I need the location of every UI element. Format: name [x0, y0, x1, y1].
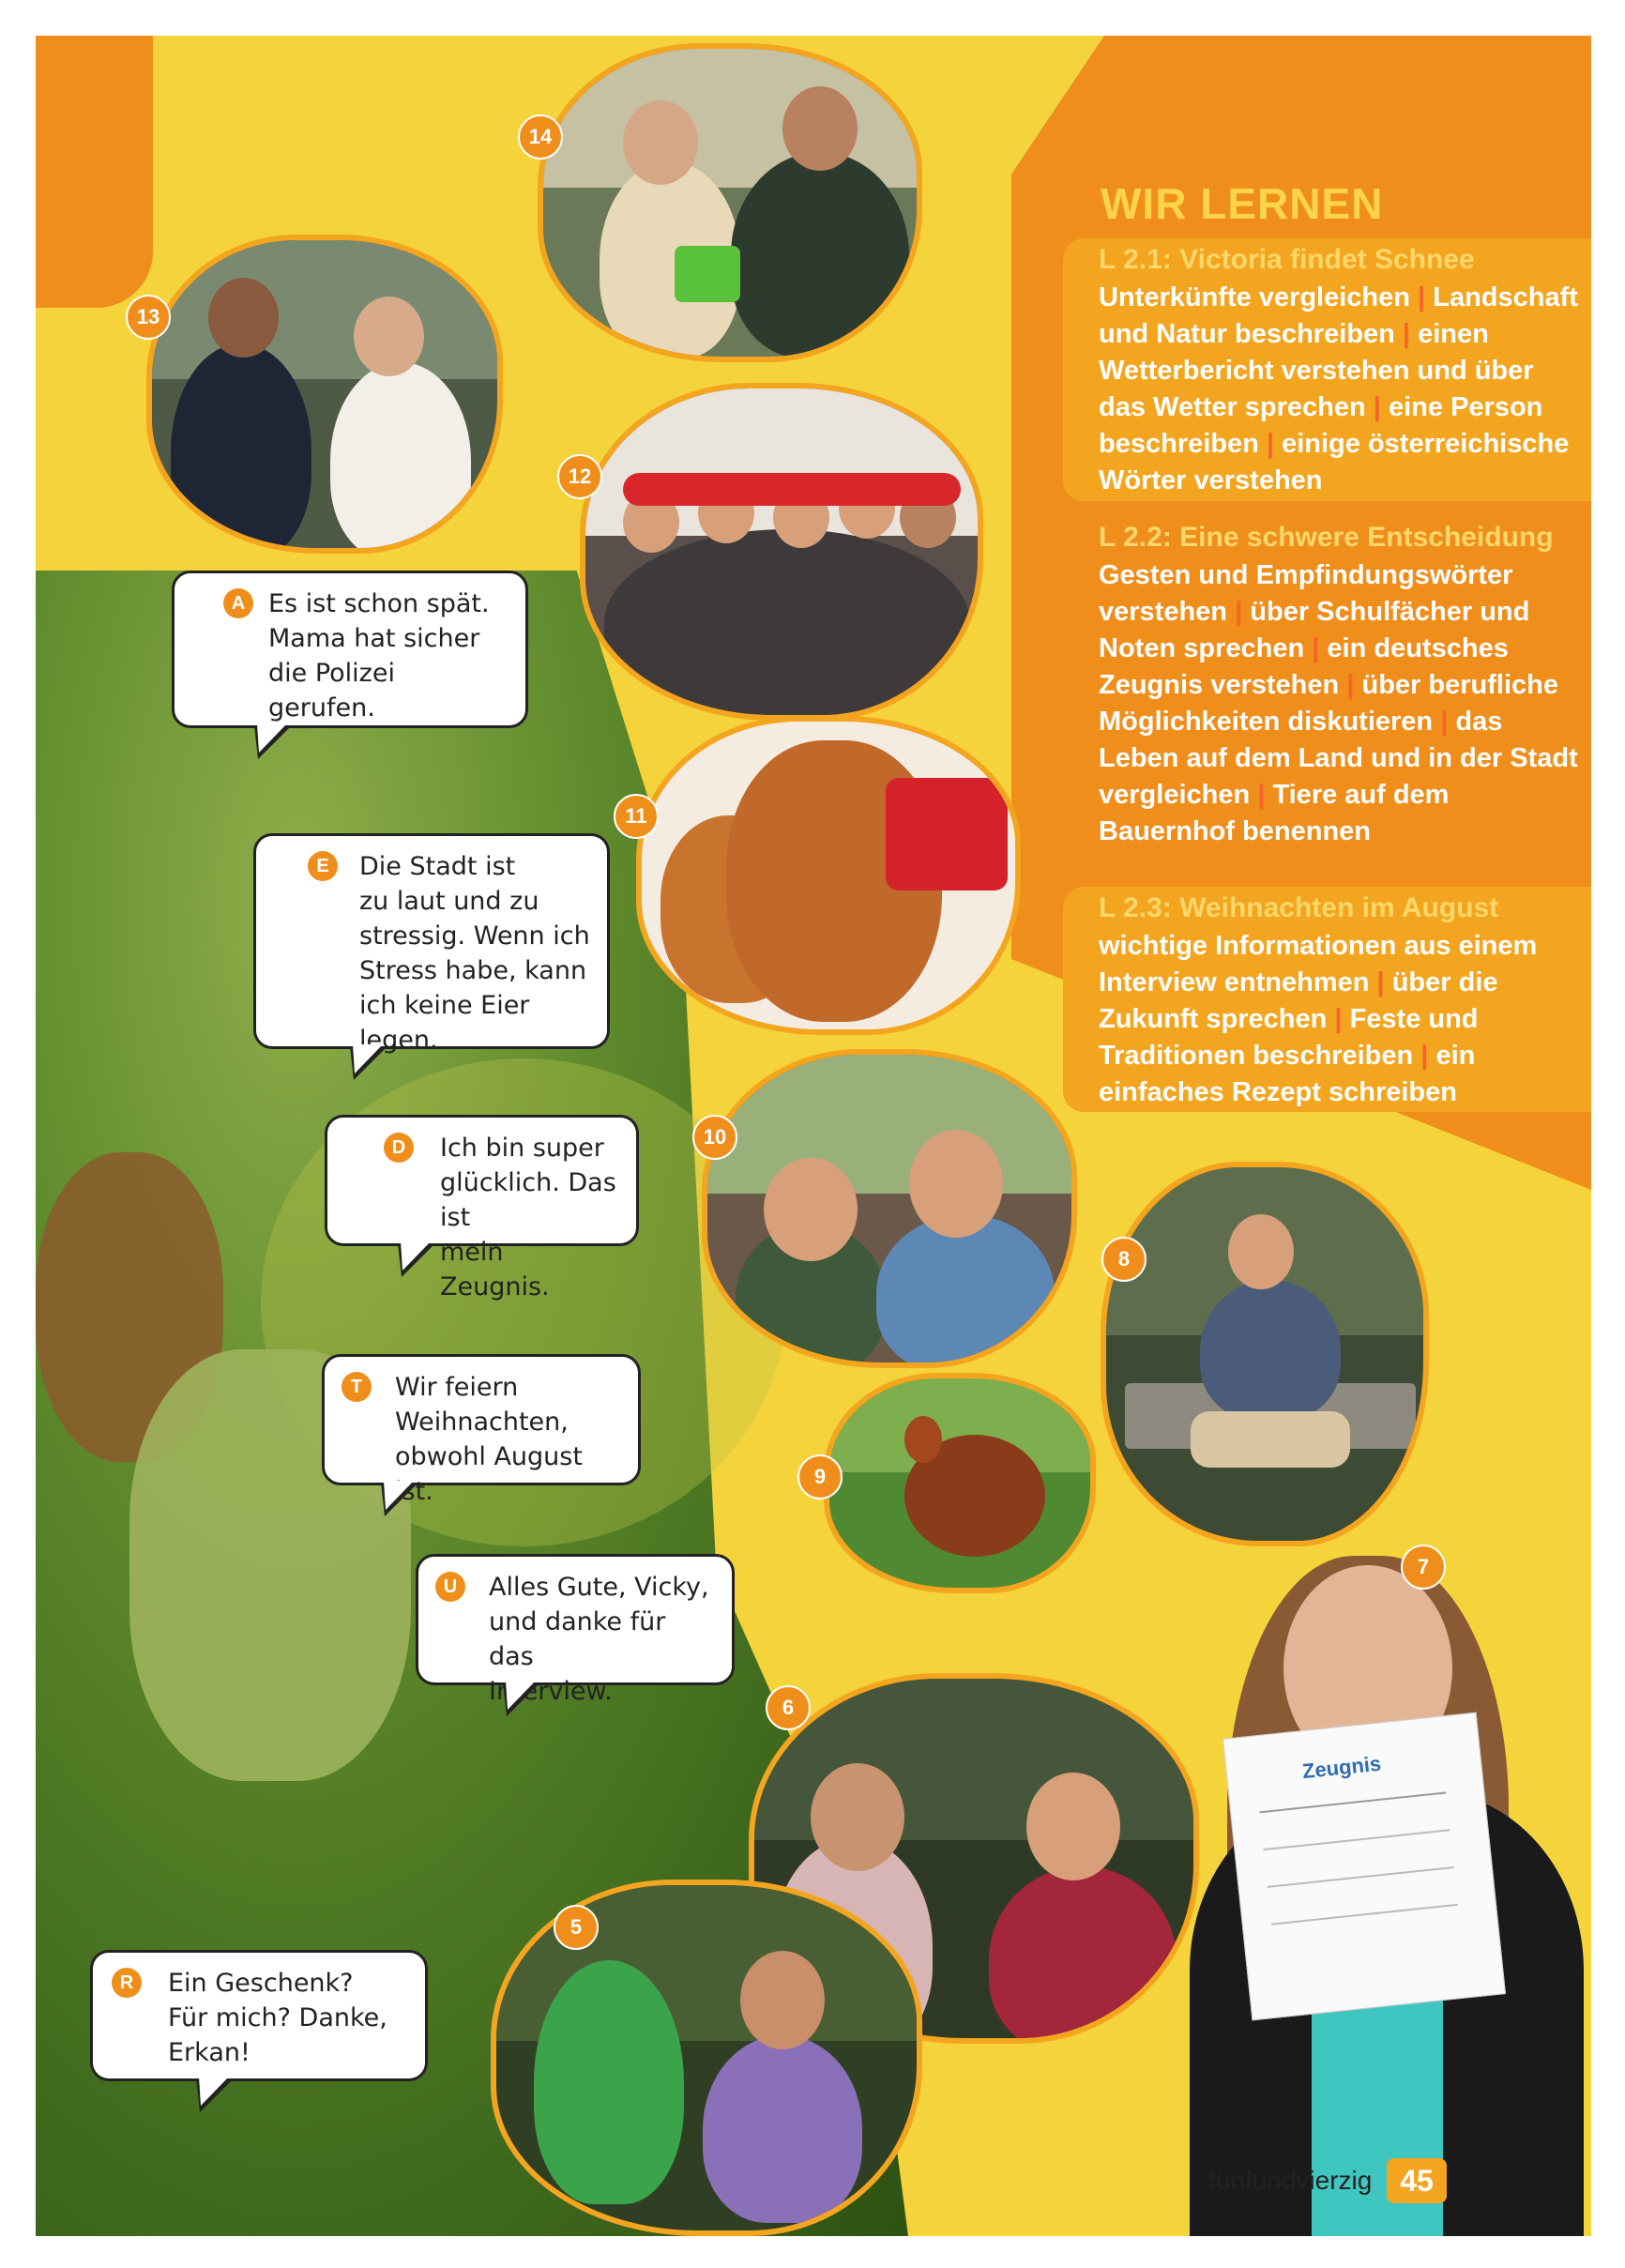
speech-bubble-e: [253, 833, 610, 1055]
photo-number-14: 14: [518, 114, 563, 160]
textbook-page: [36, 36, 1591, 2236]
page-number-words: fünfundvierzig: [1208, 2166, 1373, 2195]
photo-interview: [146, 235, 503, 554]
photo-number-7: 7: [1401, 1545, 1446, 1590]
photo-number-12: 12: [557, 454, 602, 499]
bubble-text: Ein Geschenk? Für mich? Danke, Erkan!: [168, 1969, 387, 2067]
lesson-heading: L 2.2: Eine schwere Entscheidung: [1099, 522, 1554, 553]
photo-number-5: 5: [554, 1905, 599, 1950]
lesson-section-2-3: [1063, 887, 1591, 1112]
bubble-letter-d: D: [384, 1133, 414, 1163]
bubble-letter-a: A: [223, 588, 253, 618]
photo-gift-couch: [538, 43, 922, 362]
photo-girl-certificate: [1162, 1528, 1591, 2236]
photo-santa-hats: [580, 383, 983, 721]
bubble-text: Die Stadt ist zu laut und zu stressig. Wenn ich Stress habe, kann ich keine Eier legen.: [359, 852, 590, 1055]
lesson-section-2-1: [1063, 238, 1591, 501]
lesson-items: Unterkünfte vergleichen | Landschaft und Natur beschreiben | einen Wetterbericht verstehen und über das Wetter sprechen | eine Person beschreiben | einige österreichische Wörter verstehen: [1099, 282, 1578, 495]
page-number: 45: [1400, 2164, 1434, 2198]
speech-bubble-a: [172, 571, 528, 728]
bubble-letter-u: U: [435, 1572, 465, 1602]
photo-number-6: 6: [766, 1685, 811, 1730]
photo-boy-bench: [1101, 1162, 1429, 1546]
speech-bubble-u: [416, 1554, 735, 1706]
certificate-paper: [1223, 1712, 1506, 2021]
bubble-letter-r: R: [112, 1968, 142, 1998]
bubble-text: Wir feiern Weihnachten, obwohl August ist.: [395, 1373, 583, 1506]
lesson-items: wichtige Informationen aus einem Interview entnehmen | über die Zukunft sprechen | Feste und Traditionen beschreiben | ein einfaches Rezept schreiben: [1099, 931, 1538, 1107]
photo-number-10: 10: [692, 1115, 737, 1160]
lesson-section-2-2: [1063, 516, 1591, 871]
photo-gingerbread: [636, 716, 1021, 1035]
bubble-text: Es ist schon spät. Mama hat sicher die Polizei gerufen.: [268, 589, 490, 723]
photo-chicken: [824, 1373, 1096, 1593]
wir-lernen-title: WIR LERNEN: [1101, 179, 1384, 228]
photo-number-9: 9: [797, 1454, 843, 1499]
speech-bubble-t: [322, 1354, 641, 1506]
bubble-text: Alles Gute, Vicky, und danke für das Interview.: [489, 1573, 709, 1706]
lesson-items: Gesten und Empfindungswörter verstehen | über Schulfächer und Noten sprechen | ein deutsches Zeugnis verstehen | über berufliche Möglichkeiten diskutieren | das Leben auf dem Land und in der Stadt vergleichen | Tiere auf dem Bauernhof benennen: [1099, 560, 1578, 846]
bubble-letter-t: T: [342, 1372, 372, 1402]
wir-lernen-panel: [1035, 141, 1591, 1112]
bubble-text: Ich bin super glücklich. Das ist mein Zeugnis.: [440, 1134, 616, 1301]
bubble-letter-e: E: [308, 851, 338, 881]
certificate-title: Zeugnis: [1300, 1751, 1383, 1784]
photo-number-8: 8: [1101, 1237, 1147, 1282]
speech-bubble-r: [90, 1950, 428, 2081]
speech-bubble-d: [325, 1115, 639, 1301]
photo-number-11: 11: [614, 794, 659, 839]
photo-two-girls: [702, 1049, 1077, 1368]
photo-number-13: 13: [126, 295, 171, 340]
lesson-heading: L 2.1: Victoria findet Schnee: [1099, 244, 1475, 275]
orange-corner-tab: [36, 36, 153, 308]
lesson-heading: L 2.3: Weihnachten im August: [1099, 892, 1499, 923]
